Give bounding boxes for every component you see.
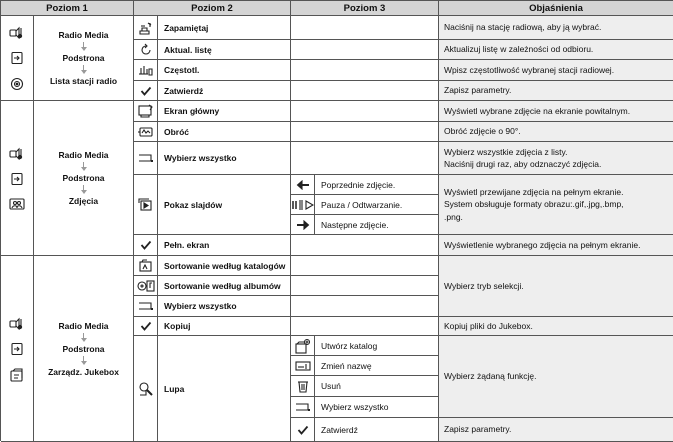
description [439, 81, 673, 101]
poziom2-item[interactable] [158, 276, 291, 296]
poziom3-empty [291, 122, 439, 142]
description-line: Wybierz wszystkie zdjęcia z listy. [444, 146, 568, 157]
poziom3-icon-cell [291, 336, 315, 356]
sort-catalog-icon [138, 259, 154, 273]
poziom3-empty [291, 81, 439, 101]
poziom1-item: Zarządz. Jukebox [48, 366, 119, 377]
down-arrow-icon [81, 162, 87, 171]
description [439, 101, 673, 122]
poziom2-item[interactable] [158, 122, 291, 142]
poziom3-icon-cell [291, 356, 315, 376]
poziom3-label: Zatwierdź [321, 424, 358, 435]
poziom3-item[interactable] [315, 215, 439, 235]
poziom1-icons [1, 101, 34, 256]
poziom3-label: Następne zdjęcie. [321, 219, 389, 230]
poziom2-icon-cell [134, 40, 158, 60]
poziom1-item: Podstrona [62, 343, 105, 354]
poziom2-icon-cell [134, 276, 158, 296]
rename-icon [295, 360, 311, 372]
submenu-icon [10, 172, 24, 186]
poziom3-item[interactable] [315, 376, 439, 397]
header-label: Poziom 2 [191, 2, 233, 14]
poziom2-icon-cell [134, 336, 158, 442]
header-poziom1 [1, 1, 134, 16]
poziom3-item[interactable] [315, 195, 439, 215]
poziom2-item[interactable] [158, 40, 291, 60]
poziom2-label: Sortowanie według katalogów [164, 260, 286, 271]
poziom3-empty [291, 317, 439, 336]
poziom3-icon-cell [291, 195, 315, 215]
radio-media-icon [9, 316, 25, 330]
create-folder-icon [294, 338, 312, 354]
poziom3-label: Wybierz wszystko [321, 402, 389, 412]
jukebox-icon [9, 368, 25, 382]
down-arrow-icon [81, 65, 87, 74]
frequency-icon [138, 63, 154, 77]
poziom3-icon-cell [291, 397, 315, 418]
poziom2-item[interactable] [158, 101, 291, 122]
poziom2-icon-cell [134, 175, 158, 235]
refresh-list-icon [139, 43, 153, 57]
poziom3-empty [291, 60, 439, 81]
down-arrow-icon [81, 356, 87, 365]
poziom1-path [34, 256, 134, 442]
poziom2-label: Pełn. ekran [164, 240, 210, 250]
poziom3-item[interactable] [315, 397, 439, 418]
description-line: .png. [444, 211, 463, 222]
magnifier-icon [138, 381, 154, 397]
poziom3-empty [291, 235, 439, 256]
poziom3-item[interactable] [315, 418, 439, 442]
poziom2-label: Ekran główny [164, 106, 220, 116]
poziom2-label: Wybierz wszystko [164, 301, 237, 311]
poziom2-icon-cell [134, 256, 158, 276]
description-line: Wyświetlenie wybranego zdjęcia na pełnym ekranie. [444, 239, 641, 250]
poziom3-label: Usuń [321, 381, 341, 391]
header-label: Objaśnienia [529, 2, 583, 14]
poziom3-item[interactable] [315, 175, 439, 195]
description-line: Kopiuj pliki do Jukebox. [444, 320, 533, 331]
poziom2-icon-cell [134, 81, 158, 101]
radio-media-icon [9, 146, 25, 160]
description [439, 60, 673, 81]
check-icon [297, 425, 309, 435]
poziom3-empty [291, 16, 439, 40]
poziom2-label: Wybierz wszystko [164, 153, 237, 163]
poziom2-item[interactable] [158, 60, 291, 81]
description-line: Zapisz parametry. [444, 424, 512, 435]
down-arrow-icon [81, 185, 87, 194]
poziom3-label: Poprzednie zdjęcie. [321, 179, 396, 190]
poziom2-item[interactable] [158, 296, 291, 317]
poziom2-item[interactable] [158, 336, 291, 442]
poziom3-icon-cell [291, 175, 315, 195]
poziom2-item[interactable] [158, 81, 291, 101]
poziom1-path [34, 101, 134, 256]
description-line: Wybierz żądaną funkcję. [444, 371, 537, 382]
poziom2-label: Sortowanie według albumów [164, 280, 281, 291]
poziom1-item: Radio Media [58, 150, 109, 160]
description [439, 16, 673, 40]
poziom1-item: Radio Media [58, 30, 109, 40]
poziom2-item[interactable] [158, 175, 291, 235]
select-all-icon [138, 301, 154, 311]
poziom3-empty [291, 40, 439, 60]
poziom3-icon-cell [291, 418, 315, 442]
poziom3-label: Zmień nazwę [321, 360, 372, 371]
submenu-icon [10, 51, 24, 65]
poziom2-label: Częstotl. [164, 65, 200, 75]
description-line: Obróć zdjęcie o 90°. [444, 126, 521, 137]
description [439, 142, 673, 175]
description [439, 40, 673, 60]
poziom3-empty [291, 256, 439, 276]
down-arrow-icon [81, 42, 87, 51]
poziom2-item[interactable] [158, 142, 291, 175]
poziom3-label: Utwórz katalog [321, 340, 378, 351]
poziom2-icon-cell [134, 296, 158, 317]
poziom2-item[interactable] [158, 235, 291, 256]
description-line: Zapisz parametry. [444, 85, 512, 96]
poziom2-icon-cell [134, 142, 158, 175]
header-label: Poziom 1 [46, 2, 88, 14]
check-icon [140, 240, 152, 250]
description [439, 256, 673, 317]
pause-play-icon [291, 199, 315, 211]
arrow-right-icon [296, 220, 310, 230]
description-line: System obsługuje formaty obrazu:.gif,.jpg,.bmp, [444, 199, 624, 210]
radio-list-icon [10, 77, 24, 91]
description-line: Naciśnij na stację radiową, aby ją wybrać. [444, 22, 602, 33]
poziom2-label: Aktual. listę [164, 44, 212, 55]
description-line: Aktualizuj listę w zależności od odbioru. [444, 44, 594, 55]
poziom2-item[interactable] [158, 317, 291, 336]
poziom1-icons [1, 16, 34, 101]
poziom2-icon-cell [134, 235, 158, 256]
select-all-icon [138, 153, 154, 163]
poziom1-item: Radio Media [58, 320, 109, 331]
description-line: Wybierz tryb selekcji. [444, 280, 524, 291]
description-line: Naciśnij drugi raz, aby odznaczyć zdjęcia. [444, 159, 602, 169]
delete-icon [296, 379, 310, 393]
poziom1-item: Zdjęcia [68, 196, 99, 206]
header-poziom3 [291, 1, 439, 16]
home-screen-icon [138, 104, 154, 118]
submenu-icon [10, 342, 24, 356]
poziom3-empty [291, 296, 439, 317]
poziom3-icon-cell [291, 376, 315, 397]
radio-media-icon [9, 25, 25, 39]
poziom2-item[interactable] [158, 256, 291, 276]
save-station-icon [138, 21, 154, 35]
poziom3-label: Pauza / Odtwarzanie. [321, 199, 403, 210]
description [439, 235, 673, 256]
rotate-icon [137, 126, 155, 138]
poziom1-item: Podstrona [62, 53, 105, 63]
description [439, 418, 673, 442]
header-label: Poziom 3 [343, 2, 386, 14]
poziom1-item: Lista stacji radio [49, 76, 118, 86]
poziom3-empty [291, 101, 439, 122]
poziom2-icon-cell [134, 60, 158, 81]
poziom2-label: Pokaz slajdów [164, 199, 223, 210]
description [439, 175, 673, 235]
poziom3-item[interactable] [315, 336, 439, 356]
poziom3-icon-cell [291, 215, 315, 235]
description [439, 122, 673, 142]
description-line: Wyświetl przewijane zdjęcia na pełnym ekranie. [444, 186, 624, 197]
arrow-left-icon [296, 180, 310, 190]
poziom2-label: Zatwierdź [164, 85, 204, 96]
header-poziom2 [134, 1, 291, 16]
select-all-icon [295, 402, 311, 412]
poziom2-icon-cell [134, 122, 158, 142]
poziom2-icon-cell [134, 317, 158, 336]
poziom3-empty [291, 276, 439, 296]
poziom2-item[interactable] [158, 16, 291, 40]
description-line: Wyświetl wybrane zdjęcie na ekranie powitalnym. [444, 105, 631, 116]
header-objasnienia [439, 1, 673, 16]
description [439, 336, 673, 418]
poziom2-label: Obróć [164, 126, 190, 137]
poziom3-item[interactable] [315, 356, 439, 376]
poziom3-empty [291, 142, 439, 175]
poziom2-label: Zapamiętaj [164, 22, 209, 33]
sort-album-icon [137, 279, 155, 293]
poziom2-icon-cell [134, 101, 158, 122]
down-arrow-icon [81, 333, 87, 342]
photos-icon [9, 198, 25, 210]
check-icon [140, 86, 152, 96]
description [439, 317, 673, 336]
poziom1-path [34, 16, 134, 101]
poziom1-item: Podstrona [62, 173, 105, 183]
poziom1-icons [1, 256, 34, 442]
slideshow-icon [138, 198, 154, 212]
poziom2-icon-cell [134, 16, 158, 40]
check-icon [140, 321, 152, 331]
poziom2-label: Kopiuj [164, 321, 191, 331]
description-line: Wpisz częstotliwość wybranej stacji radiowej. [444, 64, 615, 75]
poziom2-label: Lupa [164, 383, 185, 394]
